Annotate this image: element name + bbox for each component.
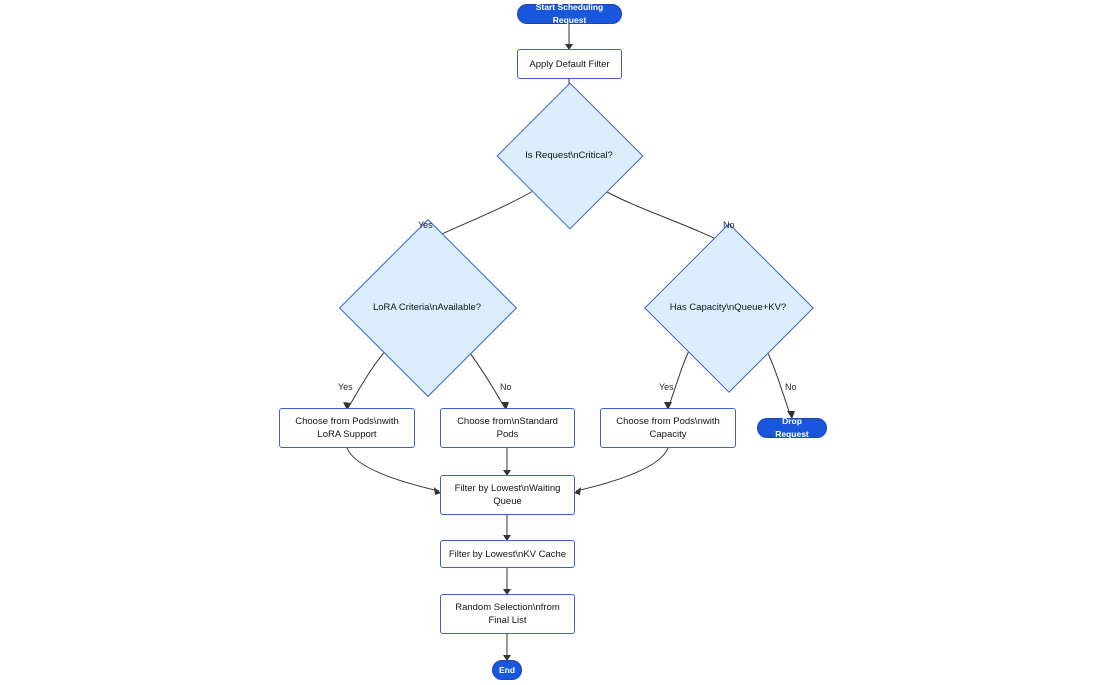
node-is-request-critical-label: Is Request\nCritical? xyxy=(525,149,613,161)
edge-label-critical-yes xyxy=(418,220,433,230)
edge-label-critical-no-text: No xyxy=(723,220,735,230)
edge-label-lora-yes-text: Yes xyxy=(338,382,353,392)
node-start[interactable] xyxy=(517,4,622,24)
node-choose-capacity-pods-label: Choose from Pods\nwith Capacity xyxy=(616,416,720,440)
node-end[interactable] xyxy=(492,660,522,680)
node-choose-capacity-pods[interactable] xyxy=(600,408,736,448)
edge-critical-capacity xyxy=(605,191,727,245)
node-choose-lora-pods-label: Choose from Pods\nwith LoRA Support xyxy=(295,416,399,440)
node-drop-request-label: Drop Request xyxy=(775,416,809,439)
node-filter-waiting-queue[interactable] xyxy=(440,475,575,515)
node-random-selection[interactable] xyxy=(440,594,575,634)
edge-label-capacity-yes-text: Yes xyxy=(659,382,674,392)
edge-label-critical-no xyxy=(723,220,735,230)
arrow-cappods-waitq xyxy=(574,487,581,495)
edge-label-critical-yes-text: Yes xyxy=(418,220,433,230)
edge-lorapods-waitq xyxy=(347,448,439,491)
node-choose-standard-pods-label: Choose from\nStandard Pods xyxy=(457,416,558,440)
node-lora-criteria-label: LoRA Criteria\nAvailable? xyxy=(372,301,482,313)
edge-label-capacity-yes xyxy=(659,382,674,392)
node-apply-default-filter-label: Apply Default Filter xyxy=(529,58,610,70)
edge-label-lora-no-text: No xyxy=(500,382,512,392)
node-filter-kv-cache-label: Filter by Lowest\nKV Cache xyxy=(448,548,567,560)
node-start-label: Start Scheduling Request xyxy=(535,2,604,25)
edge-label-capacity-no-text: No xyxy=(785,382,797,392)
node-end-label: End xyxy=(498,664,516,675)
node-has-capacity-label: Has Capacity\nQueue+KV? xyxy=(669,301,787,313)
edge-cappods-waitq xyxy=(576,448,668,491)
node-choose-standard-pods[interactable] xyxy=(440,408,575,448)
node-choose-lora-pods[interactable] xyxy=(279,408,415,448)
node-filter-kv-cache[interactable] xyxy=(440,540,575,568)
edge-critical-lora xyxy=(429,191,533,240)
node-drop-request[interactable] xyxy=(757,418,827,438)
edge-label-capacity-no xyxy=(785,382,797,392)
node-filter-waiting-queue-label: Filter by Lowest\nWaiting Queue xyxy=(454,483,561,507)
edge-label-lora-yes xyxy=(338,382,353,392)
node-apply-default-filter[interactable] xyxy=(517,49,622,79)
edge-label-lora-no xyxy=(500,382,512,392)
node-random-selection-label: Random Selection\nfrom Final List xyxy=(455,602,560,626)
